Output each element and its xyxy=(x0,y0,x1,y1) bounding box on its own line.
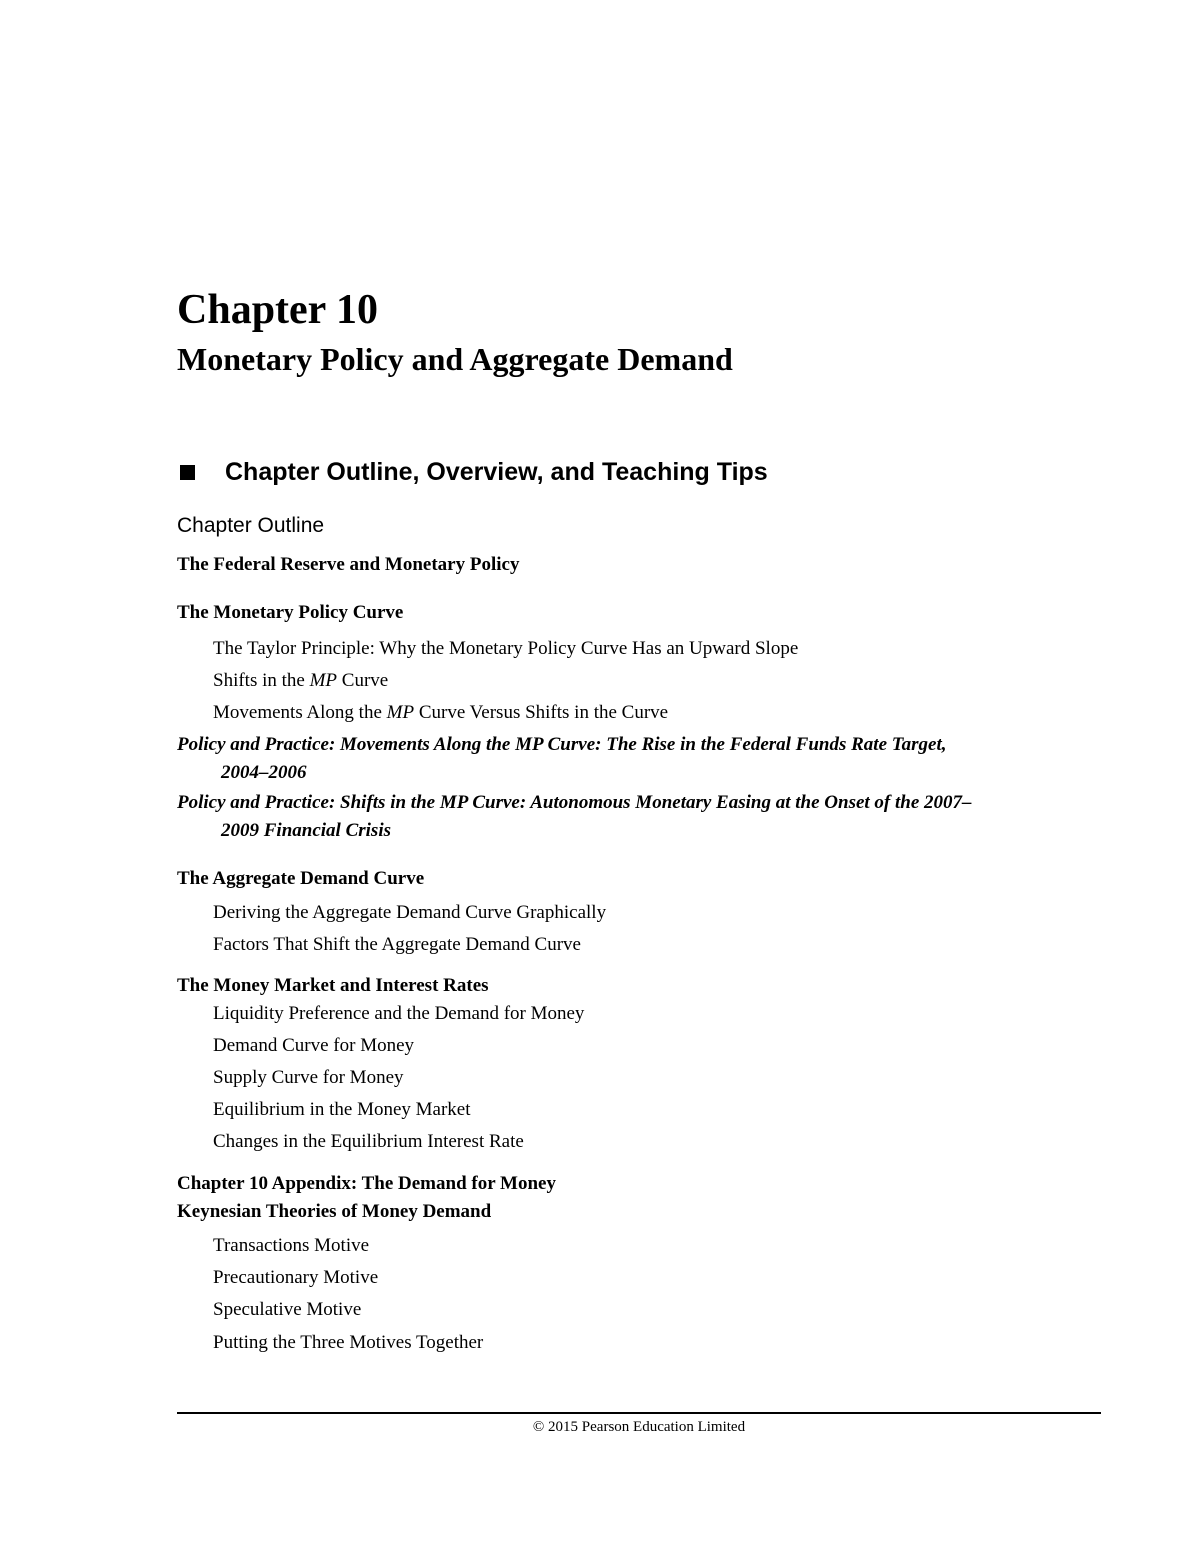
policy-practice-1-line2: 2004–2006 xyxy=(221,762,307,783)
outline-item-shifts xyxy=(213,668,388,694)
outline-heading-mp-curve: The Monetary Policy Curve xyxy=(177,602,404,623)
section-heading xyxy=(177,456,768,488)
outline-text: Movements Along the xyxy=(213,702,387,723)
outline-subheading: Chapter Outline xyxy=(177,514,325,537)
outline-item-speculative: Speculative Motive xyxy=(213,1299,362,1320)
outline-item-putting: Putting the Three Motives Together xyxy=(213,1332,484,1353)
outline-item-liquidity: Liquidity Preference and the Demand for Money xyxy=(213,1003,585,1024)
outline-heading-ad-curve: The Aggregate Demand Curve xyxy=(177,868,425,889)
chapter-number: Chapter 10 xyxy=(177,287,379,333)
mp-abbrev: MP xyxy=(386,702,415,723)
outline-item-ad-derive: Deriving the Aggregate Demand Curve Graphically xyxy=(213,902,607,923)
mp-abbrev: MP xyxy=(309,670,338,691)
outline-text: Curve xyxy=(337,670,389,691)
square-bullet-icon xyxy=(180,465,195,480)
outline-item-supply-money: Supply Curve for Money xyxy=(213,1067,404,1088)
chapter-title: Monetary Policy and Aggregate Demand xyxy=(177,341,733,377)
footer-copyright: © 2015 Pearson Education Limited xyxy=(532,1419,746,1435)
outline-item-changes: Changes in the Equilibrium Interest Rate xyxy=(213,1131,524,1152)
outline-item-movements xyxy=(213,700,668,726)
outline-heading-keynesian: Keynesian Theories of Money Demand xyxy=(177,1201,492,1222)
outline-item-transactions: Transactions Motive xyxy=(213,1235,370,1256)
policy-practice-1-line1: Policy and Practice: Movements Along the MP Curve: The Rise in the Federal Funds Rate Target, xyxy=(177,734,947,755)
policy-practice-2-line2: 2009 Financial Crisis xyxy=(221,820,391,841)
footer-divider xyxy=(177,1412,1101,1414)
outline-item-equilibrium: Equilibrium in the Money Market xyxy=(213,1099,471,1120)
outline-text: Curve Versus Shifts in the Curve xyxy=(414,702,669,723)
section-heading-text: Chapter Outline, Overview, and Teaching Tips xyxy=(225,458,768,486)
outline-item-demand-money: Demand Curve for Money xyxy=(213,1035,415,1056)
outline-item-taylor: The Taylor Principle: Why the Monetary Policy Curve Has an Upward Slope xyxy=(213,638,799,659)
outline-item-precautionary: Precautionary Motive xyxy=(213,1267,379,1288)
outline-heading-fed: The Federal Reserve and Monetary Policy xyxy=(177,554,520,575)
policy-practice-2-line1: Policy and Practice: Shifts in the MP Curve: Autonomous Monetary Easing at the Onset of the 2007– xyxy=(177,792,972,813)
outline-heading-money-market: The Money Market and Interest Rates xyxy=(177,975,489,996)
document-page xyxy=(177,0,1101,1553)
outline-item-ad-factors: Factors That Shift the Aggregate Demand Curve xyxy=(213,934,581,955)
outline-heading-appendix: Chapter 10 Appendix: The Demand for Money xyxy=(177,1173,556,1194)
outline-text: Shifts in the xyxy=(213,670,310,691)
